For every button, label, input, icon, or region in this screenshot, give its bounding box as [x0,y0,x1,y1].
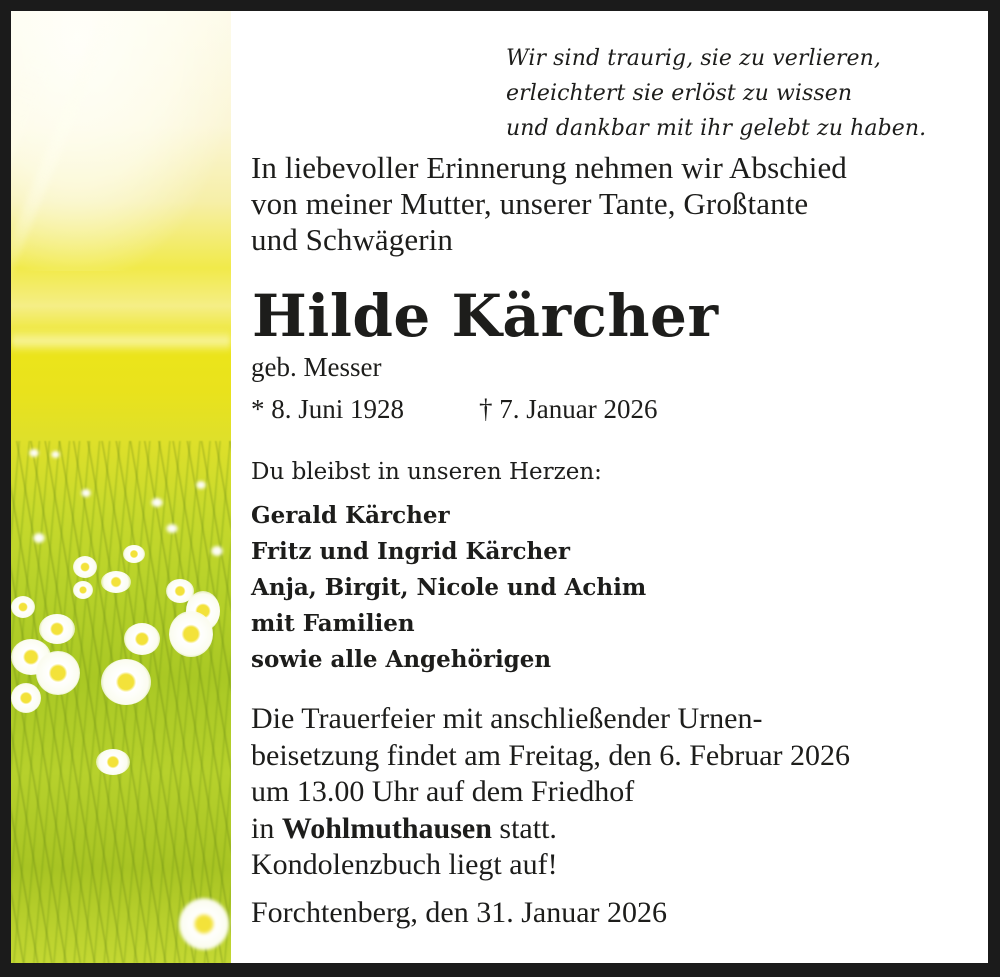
service-line: Die Trauerfeier mit anschließender Urnen- [251,702,763,735]
deceased-name: Hilde Kärcher [252,282,719,350]
mourner-line: mit Familien [251,610,415,637]
mourner-line: Fritz und Ingrid Kärcher [251,538,571,565]
service-line: um 13.00 Uhr auf dem Friedhof [251,775,635,808]
service-line: Kondolenzbuch liegt auf! [251,848,558,881]
service-location: Wohlmuthausen [281,811,492,845]
mourner-line: Anja, Birgit, Nicole und Achim [251,574,647,601]
life-dates [251,392,657,426]
motto-line: und dankbar mit ihr gelebt zu haben. [506,116,927,141]
service-location-prefix: in [251,811,282,845]
birth-date: * 8. Juni 1928 [251,394,405,424]
mourner-line: sowie alle Angehörigen [251,646,552,673]
motto-line: erleichtert sie erlöst zu wissen [506,81,853,106]
service-line: beisetzung findet am Freitag, den 6. Februar 2026 [251,738,851,772]
motto-line: Wir sind traurig, sie zu verlieren, [506,46,881,71]
intro-text [251,150,847,258]
birth-name: geb. Messer [251,352,382,382]
intro-line: In liebevoller Erinnerung nehmen wir Abschied [251,150,847,185]
obituary-notice [11,11,988,963]
death-date: † 7. Januar 2026 [479,394,658,424]
service-location-suffix: statt. [491,811,557,845]
funeral-service-info [251,701,850,884]
intro-line: und Schwägerin [251,222,453,257]
mourners-heading: Du bleibst in unseren Herzen: [251,459,602,485]
notice-text [11,11,988,963]
motto-verse [506,41,926,146]
place-and-date: Forchtenberg, den 31. Januar 2026 [251,896,668,929]
mourner-line: Gerald Kärcher [251,502,450,529]
service-line [251,811,850,848]
mourners-list [251,498,646,678]
intro-line: von meiner Mutter, unserer Tante, Großtante [251,186,809,221]
